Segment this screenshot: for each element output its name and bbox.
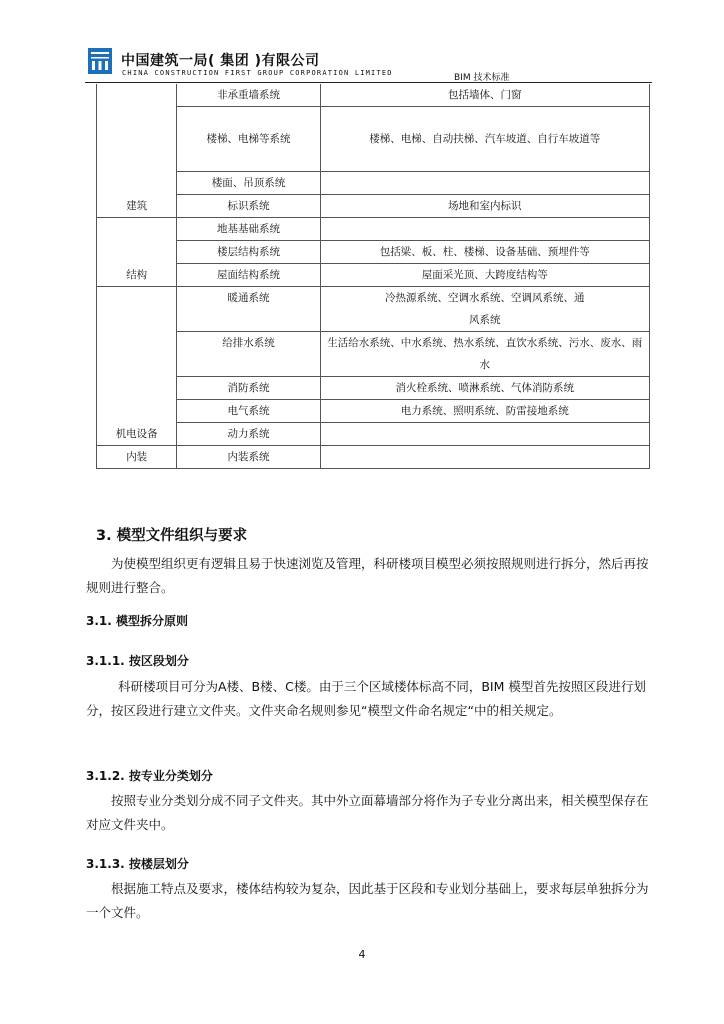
- content-cell: 包括梁、板、柱、楼梯、设备基础、预埋件等: [320, 241, 649, 264]
- table-row: [97, 218, 650, 241]
- table-row: [97, 107, 650, 172]
- page-header: [85, 38, 652, 84]
- header-divider: [85, 82, 652, 83]
- intro-paragraph: 为使模型组织更有逻辑且易于快速浏览及管理，科研楼项目模型必须按照规则进行拆分，然后再按规则进行整合。: [86, 556, 649, 595]
- system-cell: 给排水系统: [177, 332, 320, 377]
- table-row: [97, 172, 650, 195]
- paragraph: 科研楼项目可分为A楼、B楼、C楼。由于三个区域楼体标高不同，BIM 模型首先按照区段进行划分，按区段进行建立文件夹。文件夹命名规则参见“模型文件命名规定“中的相关规定。: [86, 679, 646, 718]
- content-cell: 电力系统、照明系统、防雷接地系统: [320, 400, 649, 423]
- category-cell: 内装: [97, 446, 177, 469]
- system-cell: 非承重墙系统: [177, 84, 320, 107]
- subsection-heading: 3.1.3. 按楼层划分: [86, 857, 189, 871]
- page-number: 4: [358, 948, 366, 961]
- cscec-logo-icon: [88, 48, 112, 74]
- system-cell: 楼梯、电梯等系统: [177, 107, 320, 172]
- table-row: [97, 264, 650, 287]
- system-cell: 暖通系统: [177, 287, 320, 332]
- company-name-cn: 中国建筑一局( 集团 )有限公司: [121, 53, 320, 69]
- system-cell: 楼层结构系统: [177, 241, 320, 264]
- category-cell: 机电设备: [97, 287, 177, 446]
- subsection-heading: 3.1. 模型拆分原则: [86, 614, 188, 628]
- table-row: [97, 287, 650, 332]
- document-type: BIM 技术标准: [454, 73, 510, 83]
- section-heading: 3. 模型文件组织与要求: [96, 528, 248, 544]
- paragraph: 根据施工特点及要求，楼体结构较为复杂，因此基于区段和专业划分基础上，要求每层单独拆分为一个文件。: [86, 881, 649, 920]
- system-category-table: [96, 84, 650, 469]
- subsection-heading: 3.1.2. 按专业分类划分: [86, 769, 213, 783]
- table-row: [97, 195, 650, 218]
- system-cell: 电气系统: [177, 400, 320, 423]
- table-row: [97, 84, 650, 107]
- table-row: [97, 377, 650, 400]
- content-cell: [320, 446, 649, 469]
- paragraph: 按照专业分类划分成不同子文件夹。其中外立面幕墙部分将作为子专业分离出来，相关模型保存在对应文件夹中。: [86, 793, 649, 832]
- system-cell: 内装系统: [177, 446, 320, 469]
- content-cell: 生活给水系统、中水系统、热水系统、直饮水系统、污水、废水、雨水: [320, 332, 649, 377]
- system-cell: 消防系统: [177, 377, 320, 400]
- content-cell: 屋面采光顶、大跨度结构等: [320, 264, 649, 287]
- system-cell: 地基基础系统: [177, 218, 320, 241]
- content-cell: 消火栓系统、喷淋系统、气体消防系统: [320, 377, 649, 400]
- content-cell: 包括墙体、门窗: [320, 84, 649, 107]
- table-row: [97, 400, 650, 423]
- content-cell: 场地和室内标识: [320, 195, 649, 218]
- table-row: [97, 446, 650, 469]
- category-cell: 建筑: [97, 84, 177, 218]
- content-cell: [320, 423, 649, 446]
- table-row: [97, 332, 650, 377]
- system-cell: 标识系统: [177, 195, 320, 218]
- content-cell: [320, 218, 649, 241]
- table-row: [97, 423, 650, 446]
- company-name-en: CHINA CONSTRUCTION FIRST GROUP CORPORATION LIMITED: [122, 69, 393, 77]
- subsection-heading: 3.1.1. 按区段划分: [86, 654, 189, 668]
- system-cell: 动力系统: [177, 423, 320, 446]
- system-cell: 屋面结构系统: [177, 264, 320, 287]
- system-cell: 楼面、吊顶系统: [177, 172, 320, 195]
- content-cell: 冷热源系统、空调水系统、空调风系统、通风系统: [320, 287, 649, 332]
- category-cell: 结构: [97, 218, 177, 287]
- content-cell: 楼梯、电梯、自动扶梯、汽车坡道、自行车坡道等: [320, 107, 649, 172]
- table-row: [97, 241, 650, 264]
- content-cell: [320, 172, 649, 195]
